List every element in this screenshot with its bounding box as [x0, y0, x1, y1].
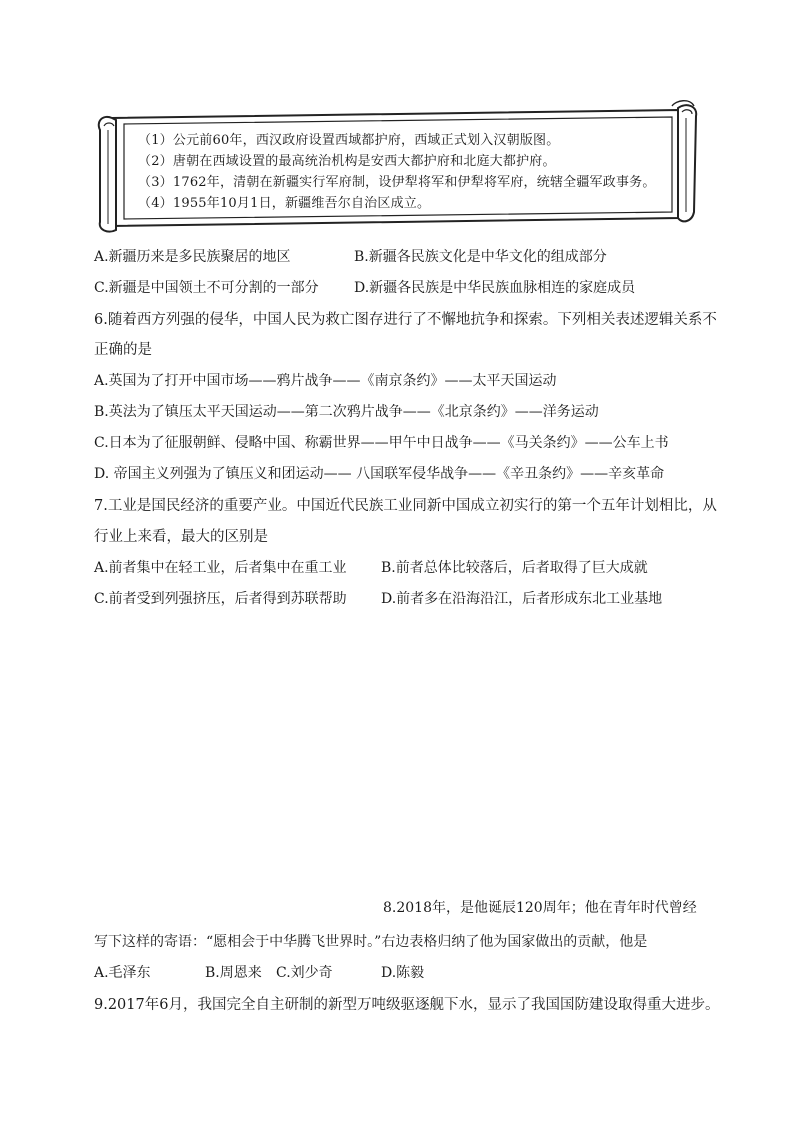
- scroll-item-3: （3）1762年，清朝在新疆实行军府制，设伊犁将军和伊犁将军府，统辖全疆军政事务。: [138, 175, 656, 190]
- q6-option-a[interactable]: A.英国为了打开中国市场——鸦片战争——《南京条约》——太平天国运动: [94, 373, 557, 389]
- q7-option-b[interactable]: B.前者总体比较落后，后者取得了巨大成就: [381, 560, 648, 576]
- q7-option-c[interactable]: C.前者受到列强挤压，后者得到苏联帮助: [94, 591, 347, 607]
- scroll-item-4: （4）1955年10月1日，新疆维吾尔自治区成立。: [138, 196, 431, 211]
- history-scroll: [94, 100, 702, 234]
- q9-stem-line-1: 9.2017年6月，我国完全自主研制的新型万吨级驱逐舰下水，显示了我国国防建设取得重大进步。: [94, 997, 720, 1013]
- q8-stem-line-1: 8.2018年，是他诞辰120周年；他在青年时代曾经: [383, 900, 697, 916]
- scroll-item-2: （2）唐朝在西域设置的最高统治机构是安西大都护府和北庭大都护府。: [138, 154, 556, 169]
- q6-stem-line-2: 正确的是: [94, 342, 152, 358]
- q6-option-b[interactable]: B.英法为了镇压太平天国运动——第二次鸦片战争——《北京条约》——洋务运动: [94, 404, 599, 420]
- q6-stem-line-1: 6.随着西方列强的侵华，中国人民为救亡图存进行了不懈地抗争和探索。下列相关表述逻辑关系不: [94, 312, 717, 328]
- q6-option-d[interactable]: D. 帝国主义列强为了镇压义和团运动—— 八国联军侵华战争——《辛丑条约》——辛亥革命: [94, 466, 665, 482]
- q8-stem-line-2: 写下这样的寄语：“愿相会于中华腾飞世界时。”右边表格归纳了他为国家做出的贡献，他是: [94, 934, 648, 950]
- q7-option-d[interactable]: D.前者多在沿海沿江，后者形成东北工业基地: [381, 591, 663, 607]
- q8-option-b[interactable]: B.周恩来: [205, 965, 262, 981]
- q6-option-c[interactable]: C.日本为了征服朝鲜、侵略中国、称霸世界——甲午中日战争——《马关条约》——公车上书: [94, 435, 669, 451]
- scroll-item-1: （1）公元前60年，西汉政府设置西域都护府，西域正式划入汉朝版图。: [138, 133, 560, 148]
- q5-option-d[interactable]: D.新疆各民族是中华民族血脉相连的家庭成员: [354, 280, 636, 296]
- q8-option-c[interactable]: C.刘少奇: [276, 965, 333, 981]
- q5-option-b[interactable]: B.新疆各民族文化是中华文化的组成部分: [354, 249, 607, 265]
- q8-option-d[interactable]: D.陈毅: [381, 965, 425, 981]
- q8-option-a[interactable]: A.毛泽东: [94, 965, 151, 981]
- q5-option-c[interactable]: C.新疆是中国领土不可分割的一部分: [94, 280, 319, 296]
- q7-stem-line-1: 7.工业是国民经济的重要产业。中国近代民族工业同新中国成立初实行的第一个五年计划相比，从: [94, 498, 717, 514]
- q5-option-a[interactable]: A.新疆历来是多民族聚居的地区: [94, 249, 291, 265]
- q7-option-a[interactable]: A.前者集中在轻工业，后者集中在重工业: [94, 560, 347, 576]
- q7-stem-line-2: 行业上来看，最大的区别是: [94, 529, 268, 545]
- scroll-text-block: [138, 130, 678, 214]
